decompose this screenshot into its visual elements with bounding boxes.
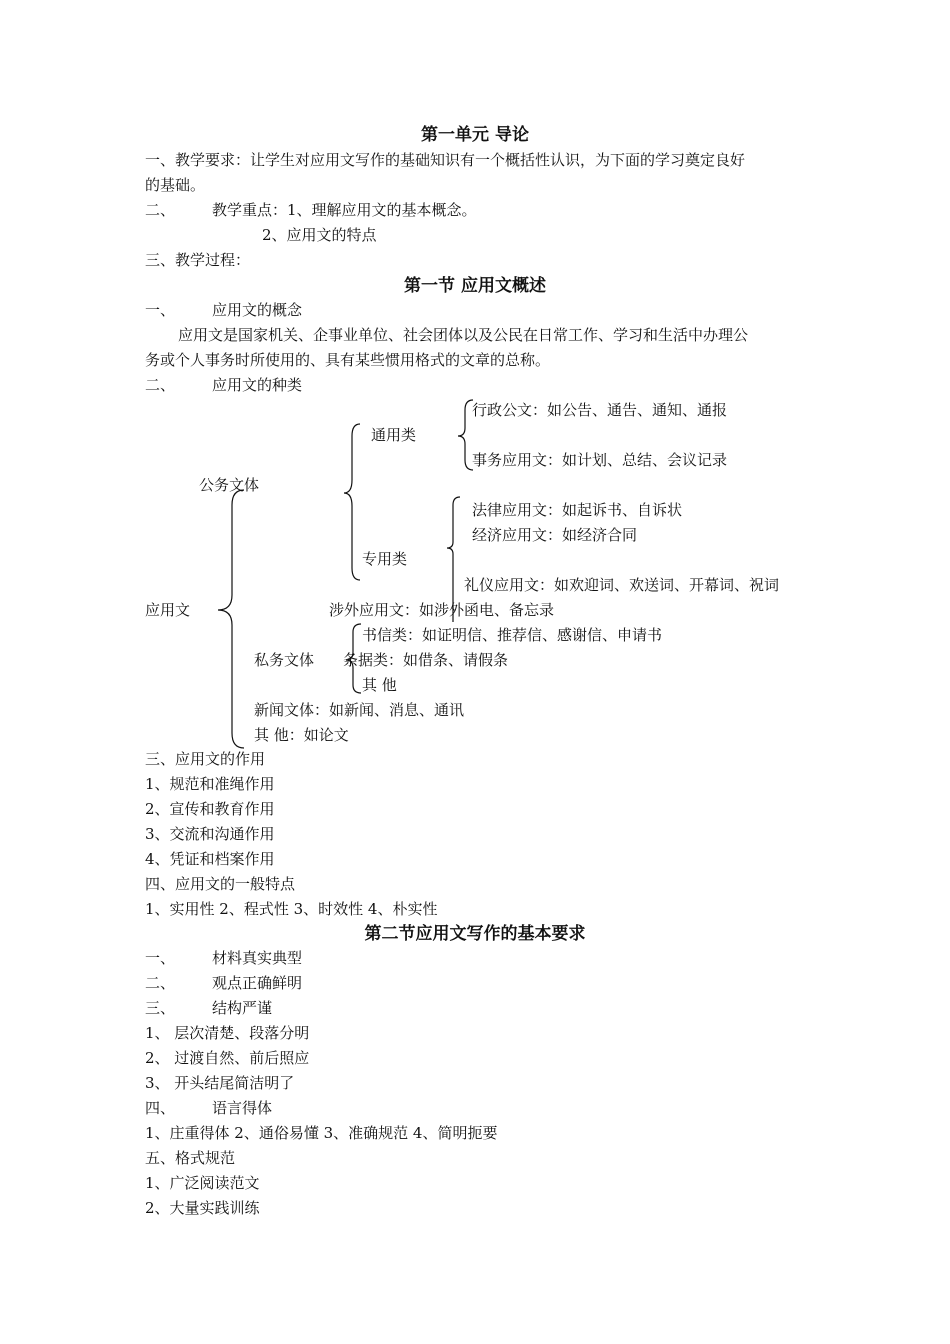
function-item: 1、规范和准绳作用: [145, 775, 275, 793]
official-brace: [344, 424, 360, 580]
format-item: 1、广泛阅读范文: [145, 1174, 260, 1192]
other-private: 其 他: [362, 676, 397, 694]
concept-paragraph-line-1: 应用文是国家机关、企事业单位、社会团体以及公民在日常工作、学习和生活中办理公: [178, 326, 749, 344]
section-1-heading: 第一节 应用文概述: [404, 276, 546, 296]
special-category: 专用类: [362, 550, 408, 568]
requirement-3-number: 三、: [145, 999, 176, 1017]
requirement-2-number: 二、: [145, 974, 176, 992]
key-points-number: 二、: [145, 201, 176, 219]
teaching-requirement-line-2: 的基础。: [145, 176, 206, 194]
concept-number: 一、: [145, 301, 176, 319]
news-style: 新闻文体：如新闻、消息、通讯: [254, 701, 465, 719]
types-number: 二、: [145, 376, 176, 394]
letters-category: 书信类：如证明信、推荐信、感谢信、申请书: [362, 626, 663, 644]
unit-title: 第一单元 导论: [421, 125, 529, 145]
root-brace: [218, 490, 244, 748]
economic-documents: 经济应用文：如经济合同: [472, 526, 638, 544]
requirement-2: 观点正确鲜明: [212, 974, 303, 992]
types-title: 应用文的种类: [212, 376, 303, 394]
requirement-1: 材料真实典型: [212, 949, 303, 967]
teaching-process: 三、教学过程：: [145, 251, 251, 269]
function-item: 3、交流和沟通作用: [145, 825, 275, 843]
concept-title: 应用文的概念: [212, 301, 303, 319]
concept-paragraph-line-2: 务或个人事务时所使用的、具有某些惯用格式的文章的总称。: [145, 351, 551, 369]
notes-category: 条据类：如借条、请假条: [343, 651, 509, 669]
structure-item: 1、 层次清楚、段落分明: [145, 1024, 310, 1042]
function-item: 2、宣传和教育作用: [145, 800, 275, 818]
features-line: 1、实用性 2、程式性 3、时效性 4、朴实性: [145, 900, 438, 918]
foreign-documents: 涉外应用文：如涉外函电、备忘录: [329, 601, 555, 619]
private-style: 私务文体: [254, 651, 315, 669]
official-style: 公务文体: [199, 476, 260, 494]
functions-title: 三、应用文的作用: [145, 750, 266, 768]
structure-item: 2、 过渡自然、前后照应: [145, 1049, 310, 1067]
requirement-4-number: 四、: [145, 1099, 176, 1117]
general-brace: [458, 400, 473, 470]
requirement-3: 结构严谨: [212, 999, 273, 1017]
etiquette-documents: 礼仪应用文：如欢迎词、欢送词、开幕词、祝词: [464, 576, 780, 594]
key-points-line-1: 教学重点：1、理解应用文的基本概念。: [212, 201, 477, 219]
general-category: 通用类: [371, 426, 417, 444]
features-title: 四、应用文的一般特点: [145, 875, 296, 893]
affairs-documents: 事务应用文：如计划、总结、会议记录: [472, 451, 728, 469]
admin-documents: 行政公文：如公告、通告、通知、通报: [472, 401, 728, 419]
legal-documents: 法律应用文：如起诉书、自诉状: [472, 501, 683, 519]
key-points-line-2: 2、应用文的特点: [262, 226, 377, 244]
other-style: 其 他：如论文: [254, 726, 349, 744]
function-item: 4、凭证和档案作用: [145, 850, 275, 868]
requirement-1-number: 一、: [145, 949, 176, 967]
teaching-requirement-line-1: 一、教学要求：让学生对应用文写作的基础知识有一个概括性认识，为下面的学习奠定良好: [145, 151, 746, 169]
requirement-4: 语言得体: [212, 1099, 273, 1117]
diagram-root: 应用文: [145, 601, 191, 619]
structure-item: 3、 开头结尾简洁明了: [145, 1074, 295, 1092]
section-2-heading: 第二节应用文写作的基本要求: [364, 924, 586, 944]
requirement-5: 五、格式规范: [145, 1149, 236, 1167]
format-item: 2、大量实践训练: [145, 1199, 260, 1217]
language-line: 1、庄重得体 2、通俗易懂 3、准确规范 4、简明扼要: [145, 1124, 498, 1142]
